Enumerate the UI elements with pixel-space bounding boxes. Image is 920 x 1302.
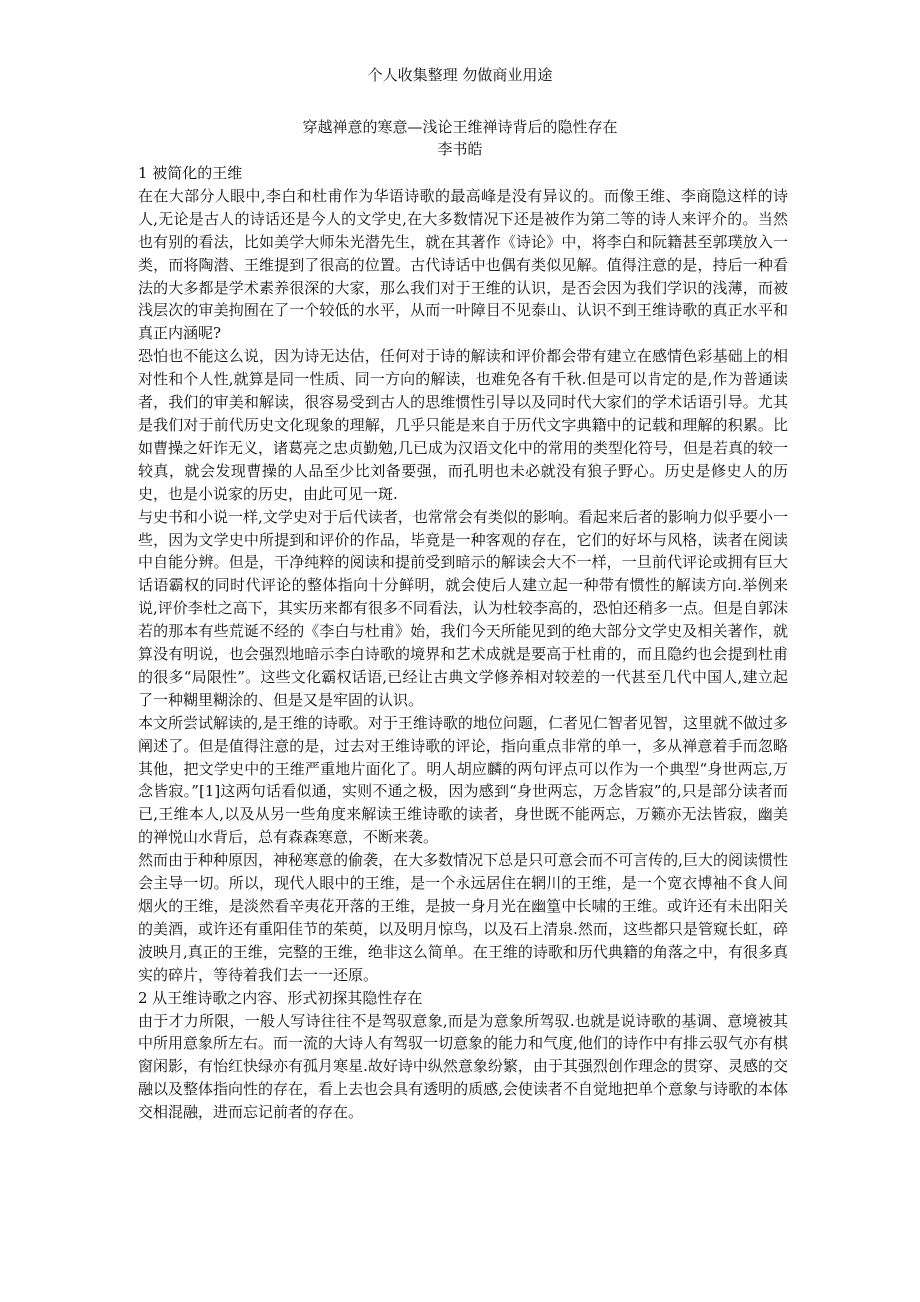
article-body [138, 162, 788, 1124]
section-heading-1: 1 被简化的王维 [138, 164, 243, 182]
section-heading-2: 2 从王维诗歌之内容、形式初探其隐性存在 [138, 988, 423, 1007]
paragraph: 在在大部分人眼中,李白和杜甫作为华语诗歌的最高峰是没有异议的。而像王维、李商隐这样的诗人,无论是古人的诗话还是今人的文学史,在大多数情况下还是被作为第二等的诗人来评介的。当然也有别的看法，比如美学大师朱光潜先生，就在其著作《诗论》中，将李白和阮籍甚至郭璞放入一类，而将陶潜、王维提到了很高的位置。古代诗话中也偶有类似见解。值得注意的是，持后一种看法的大多都是学术素养很深的大家，那么我们对于王维的认识，是否会因为我们学识的浅薄，而被浅层次的审美拘囿在了一个较低的水平，从而一叶障目不见泰山、认识不到王维诗歌的真正水平和真正内涵呢? [138, 186, 788, 343]
paragraph: 由于才力所限，一般人写诗往往不是驾驭意象,而是为意象所驾驭.也就是说诗歌的基调、意境被其中所用意象所左右。而一流的大诗人有驾驭一切意象的能力和气度,他们的诗作中有排云驭气亦有棋窗闲影，有怡红快绿亦有孤月寒星.故好诗中纵然意象纷繁，由于其强烈创作理念的贯穿、灵感的交融以及整体指向性的存在，看上去也会具有透明的质感,会使读者不自觉地把单个意象与诗歌的本体交相混融，进而忘记前者的存在。 [138, 1011, 788, 1122]
title-block [0, 116, 920, 160]
paragraph: 恐怕也不能这么说，因为诗无达估，任何对于诗的解读和评价都会带有建立在感情色彩基础上的相对性和个人性,就算是同一性质、同一方向的解读，也难免各有千秋.但是可以肯定的是,作为普通读者，我们的审美和解读，很容易受到古人的思维惯性引导以及同时代大家们的学术话语引导。尤其是我们对于前代历史文化现象的理解，几乎只能是来自于历代文字典籍中的记载和理解的积累。比如曹操之奸诈无义，诸葛亮之忠贞勤勉,几已成为汉语文化中的常用的类型化符号，但是若真的较一较真，就会发现曹操的人品至少比刘备要强，而孔明也未必就没有狼子野心。历史是修史人的历史，也是小说家的历史，由此可见一斑. [138, 347, 788, 503]
paragraph: 然而由于种种原因，神秘寒意的偷袭，在大多数情况下总是只可意会而不可言传的,巨大的阅读惯性会主导一切。所以，现代人眼中的王维，是一个永远居住在辋川的王维，是一个宽衣博袖不食人间烟火的王维，是淡然看辛夷花开落的王维，是披一身月光在幽篁中长啸的王维。或许还有未出阳关的美酒，或许还有重阳佳节的茱萸，以及明月惊鸟，以及石上清泉.然而，这些都只是管窥长虹，碎波映月,真正的王维，完整的王维，绝非这么简单。在王维的诗歌和历代典籍的角落之中，有很多真实的碎片，等待着我们去一一还原。 [138, 851, 788, 984]
page-header-note: 个人收集整理 勿做商业用途 [367, 66, 553, 84]
paragraph: 本文所尝试解读的,是王维的诗歌。对于王维诗歌的地位问题，仁者见仁智者见智，这里就不做过多阐述了。但是值得注意的是，过去对王维诗歌的评论，指向重点非常的单一，多从禅意着手而忽略其他，把文学史中的王维严重地片面化了。明人胡应麟的两句评点可以作为一个典型“身世两忘,万念皆寂。”[1]这两句话看似通，实则不通之极，因为感到“身世两忘，万念皆寂”的,只是部分读者而已,王维本人,以及从另一些角度来解读王维诗歌的读者，身世既不能两忘，万籁亦无法皆寂，幽美的禅悦山水背后，总有森森寒意，不断来袭。 [138, 713, 788, 847]
article-author: 李书皓 [437, 140, 483, 158]
paragraph: 与史书和小说一样,文学史对于后代读者，也常常会有类似的影响。看起来后者的影响力似乎要小一些，因为文学史中所提到和评价的作品，毕竟是一种客观的存在，它们的好坏与风格，读者在阅读中自能分辨。但是，干净纯粹的阅读和提前受到暗示的解读会大不一样，一旦前代评论或拥有巨大话语霸权的同时代评论的整体指向十分鲜明，就会使后人建立起一种带有惯性的解读方向.举例来说,评价李杜之高下，其实历来都有很多不同看法，认为杜较李高的，恐怕还稍多一点。但是自郭沫若的那本有些荒诞不经的《李白与杜甫》始，我们今天所能见到的绝大部分文学史及相关著作，就算没有明说，也会强烈地暗示李白诗歌的境界和艺术成就是要高于杜甫的，而且隐约也会提到杜甫的很多“局限性”。这些文化霸权话语,已经让古典文学修养相对较差的一代甚至几代中国人,建立起了一种糊里糊涂的、但是又是牢固的认识。 [138, 507, 788, 709]
article-title: 穿越禅意的寒意—浅论王维禅诗背后的隐性存在 [302, 118, 618, 136]
